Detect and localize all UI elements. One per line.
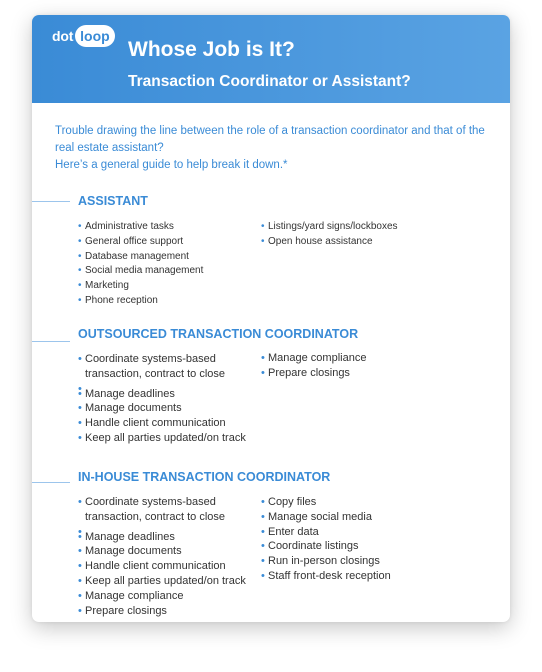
list-item: • Handle client communication: [78, 559, 246, 574]
list-item: • Manage documents: [78, 544, 246, 559]
list-item: • Staff front-desk reception: [261, 569, 391, 584]
infographic-card: [32, 15, 510, 622]
list-item: [78, 495, 246, 525]
list-item: • Run in-person closings: [261, 554, 391, 569]
list-item: • Administrative tasks: [78, 220, 203, 235]
list-item: • Coordinate listings: [261, 539, 391, 554]
in-house-list-left: [78, 495, 246, 618]
list-item: • Social media management: [78, 264, 203, 279]
list-item: • Manage social media: [261, 510, 391, 525]
section-divider: [32, 482, 70, 483]
list-item: • Manage documents: [78, 401, 246, 416]
list-item-line: transaction, contract to close: [85, 510, 226, 523]
list-item-line: Coordinate systems-based: [85, 353, 216, 365]
list-item: • Manage compliance: [261, 351, 366, 366]
assistant-list-right: [261, 220, 398, 250]
list-item: • Prepare closings: [261, 366, 366, 381]
list-item: • Prepare closings: [78, 604, 246, 619]
list-item: • Copy files: [261, 495, 391, 510]
section-divider: [32, 341, 70, 342]
list-item: • Open house assistance: [261, 235, 398, 250]
section-divider: [32, 201, 70, 202]
list-item-line: transaction, contract to close: [85, 367, 226, 380]
list-item: • Marketing: [78, 279, 203, 294]
in-house-list-right: [261, 495, 391, 584]
intro-text: [55, 123, 505, 174]
outsourced-list-right: [261, 351, 366, 381]
list-item: • Keep all parties updated/on track: [78, 574, 246, 589]
list-item: • General office support: [78, 235, 203, 250]
intro-line-1: Trouble drawing the line between the role of a transaction coordinator and that of the real estate assistant?: [55, 125, 485, 154]
page-title: Whose Job is It?: [128, 38, 295, 61]
list-item: • Handle client communication: [78, 416, 246, 431]
list-item: • Phone reception: [78, 294, 203, 309]
list-item: • Manage deadlines: [78, 387, 246, 402]
list-item: • Listings/yard signs/lockboxes: [261, 220, 398, 235]
logo-text-loop: loop: [75, 25, 115, 47]
list-item-line: Coordinate systems-based: [85, 496, 216, 508]
section-title-outsourced-tc: OUTSOURCED TRANSACTION COORDINATOR: [78, 327, 359, 341]
intro-line-2: Here’s a general guide to help break it down.*: [55, 159, 288, 171]
list-item: • Manage compliance: [78, 589, 246, 604]
outsourced-list-left: [78, 352, 246, 446]
list-item: • Database management: [78, 250, 203, 265]
assistant-list-left: [78, 220, 203, 309]
list-item: • Manage deadlines: [78, 530, 246, 545]
header-banner: [32, 15, 510, 103]
dotloop-logo: [52, 24, 115, 48]
logo-text-dot: dot: [52, 28, 74, 44]
list-item: • Enter data: [261, 525, 391, 540]
list-item: • Keep all parties updated/on track: [78, 431, 246, 446]
page-subtitle: Transaction Coordinator or Assistant?: [128, 73, 411, 90]
list-item: [78, 352, 246, 382]
section-title-in-house-tc: IN-HOUSE TRANSACTION COORDINATOR: [78, 470, 331, 484]
section-title-assistant: ASSISTANT: [78, 194, 148, 208]
